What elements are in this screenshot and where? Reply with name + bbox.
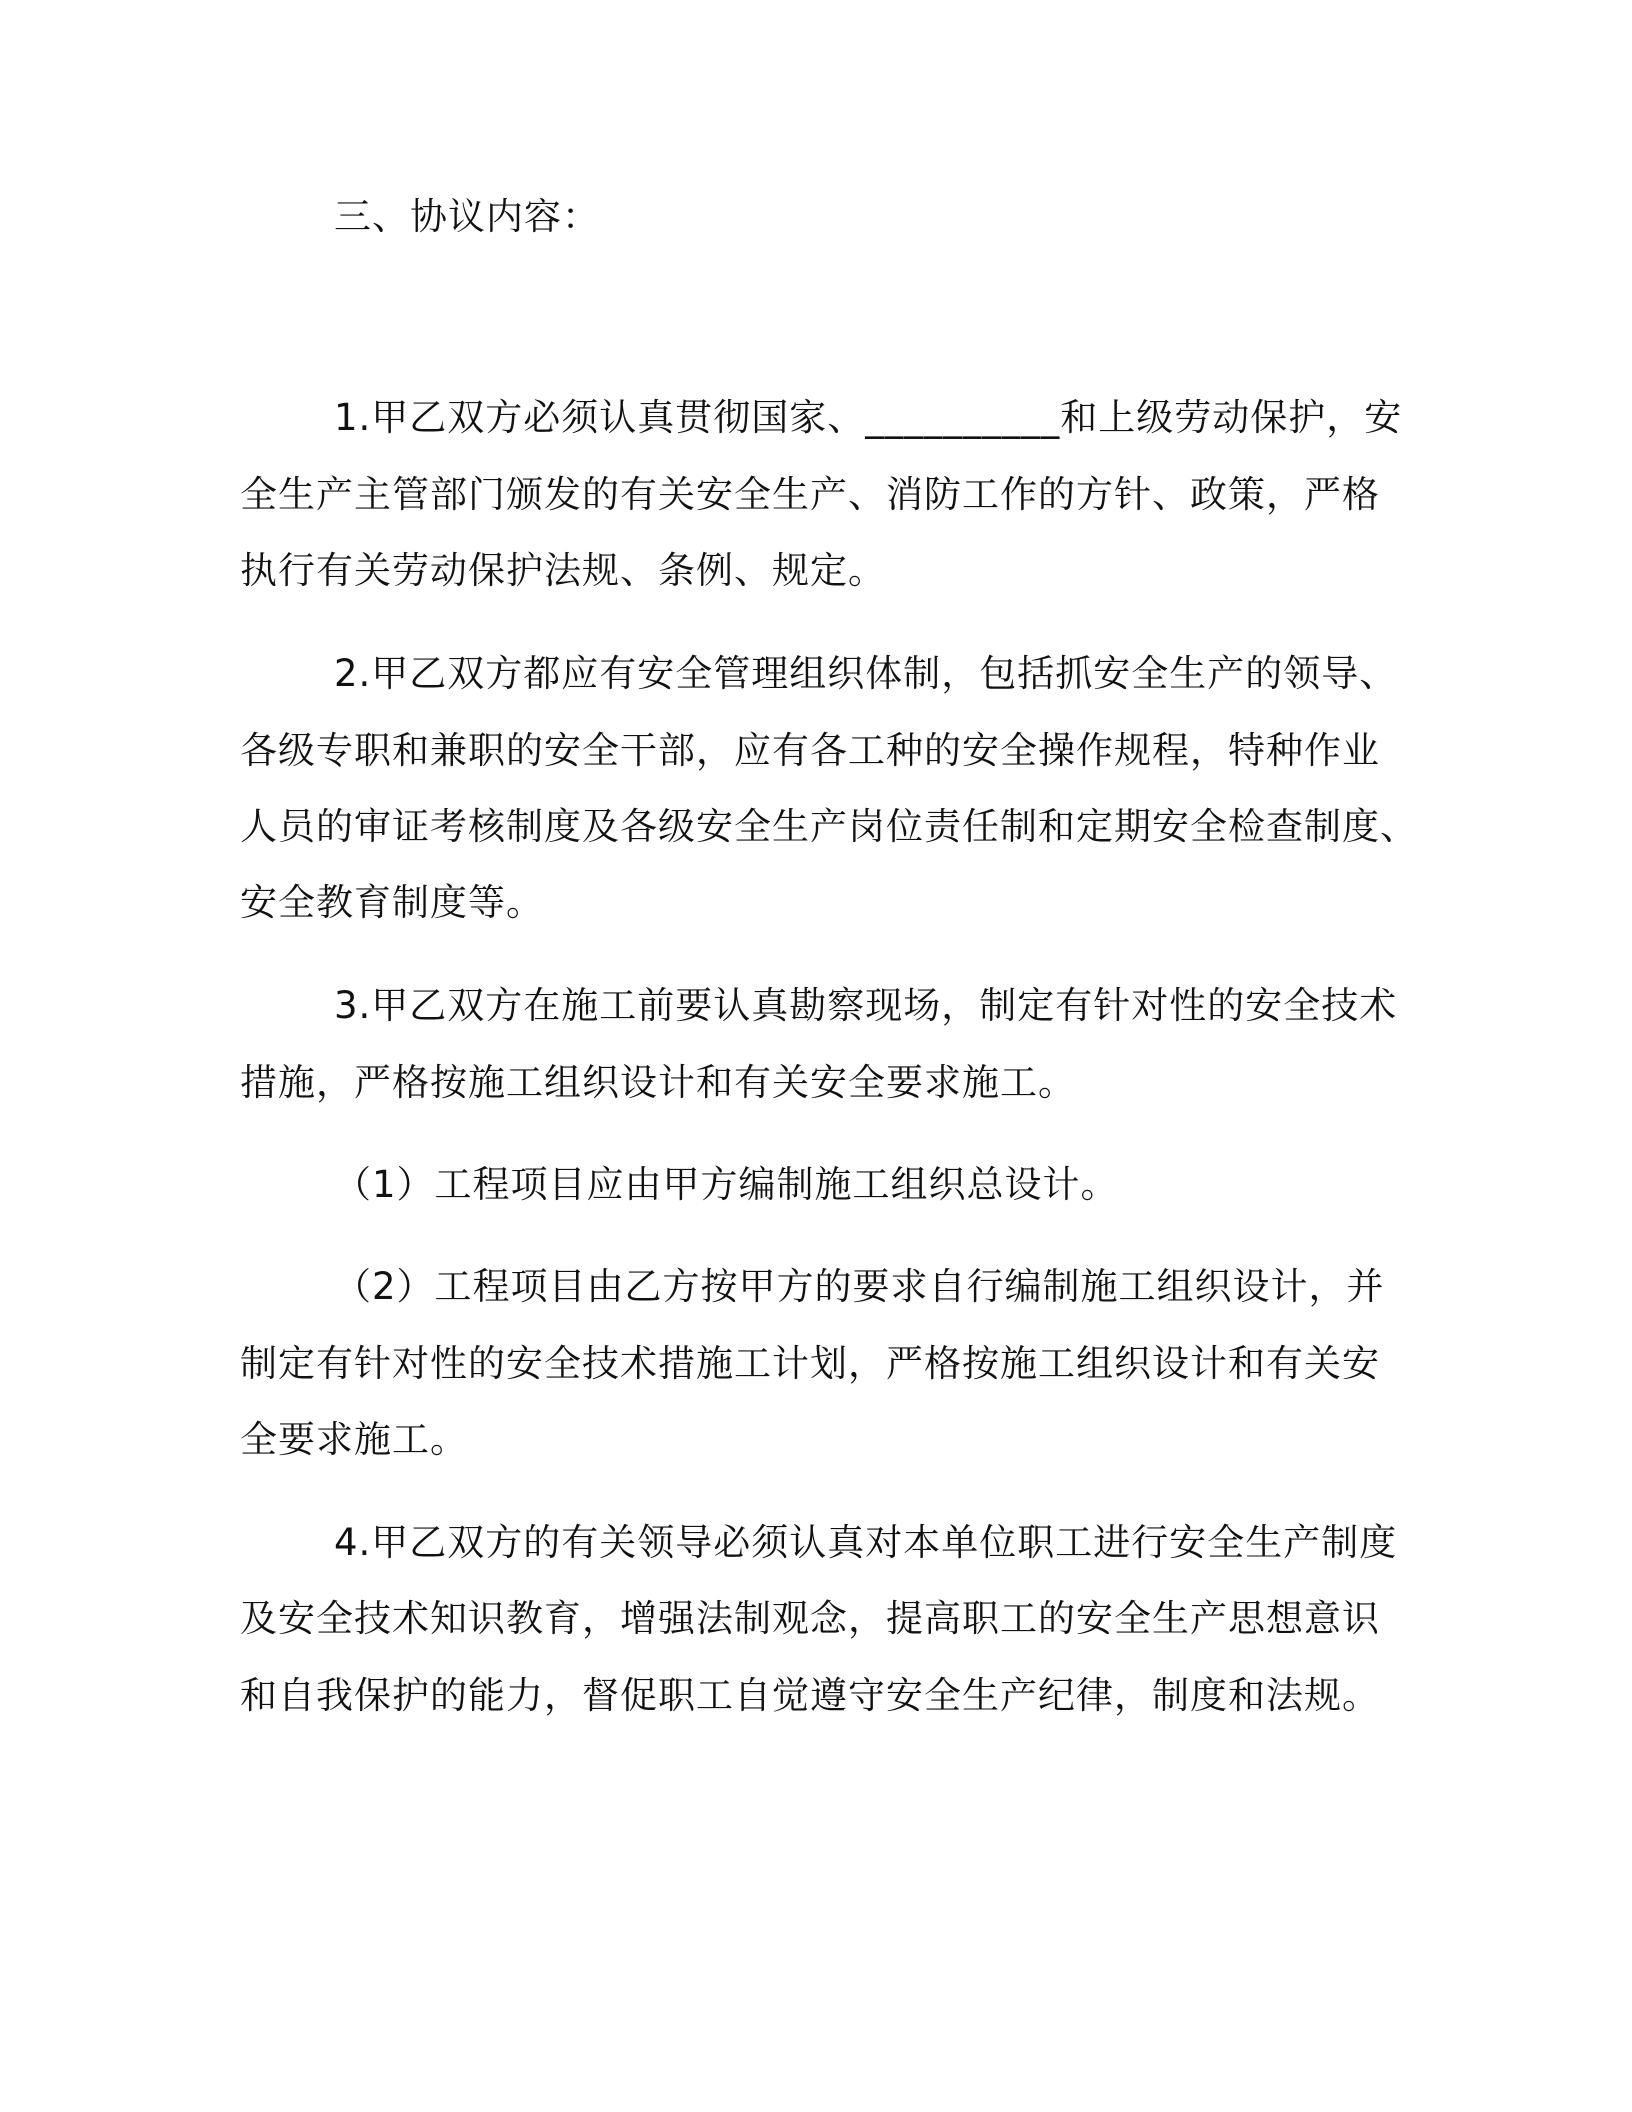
paragraph-5-line-2: 制定有针对性的安全技术措施工计划，严格按施工组织设计和有关安: [240, 1342, 1380, 1385]
paragraph-2-line-2: 各级专职和兼职的安全干部，应有各工种的安全操作规程，特种作业: [240, 729, 1380, 772]
paragraph-1-line-1: 1.甲乙双方必须认真贯彻国家、__________和上级劳动保护，安: [334, 396, 1403, 439]
section-heading: 三、协议内容：: [334, 195, 600, 238]
paragraph-1-line-2: 全生产主管部门颁发的有关安全生产、消防工作的方针、政策，严格: [240, 473, 1380, 516]
paragraph-5-line-1: （2）工程项目由乙方按甲方的要求自行编制施工组织设计，并: [334, 1265, 1385, 1308]
paragraph-5-line-3: 全要求施工。: [240, 1418, 468, 1461]
paragraph-2-line-4: 安全教育制度等。: [240, 881, 544, 924]
paragraph-3-line-1: 3.甲乙双方在施工前要认真勘察现场，制定有针对性的安全技术: [334, 984, 1398, 1027]
paragraph-4-line-1: （1）工程项目应由甲方编制施工组织总设计。: [334, 1163, 1119, 1206]
paragraph-1-line-3: 执行有关劳动保护法规、条例、规定。: [240, 549, 886, 592]
paragraph-3-line-2: 措施，严格按施工组织设计和有关安全要求施工。: [240, 1061, 1076, 1104]
paragraph-6-line-3: 和自我保护的能力，督促职工自觉遵守安全生产纪律，制度和法规。: [240, 1674, 1380, 1717]
paragraph-2-line-3: 人员的审证考核制度及各级安全生产岗位责任制和定期安全检查制度、: [240, 805, 1418, 848]
paragraph-6-line-2: 及安全技术知识教育，增强法制观念，提高职工的安全生产思想意识: [240, 1597, 1380, 1640]
paragraph-2-line-1: 2.甲乙双方都应有安全管理组织体制，包括抓安全生产的领导、: [334, 652, 1398, 695]
paragraph-6-line-1: 4.甲乙双方的有关领导必须认真对本单位职工进行安全生产制度: [334, 1521, 1398, 1564]
